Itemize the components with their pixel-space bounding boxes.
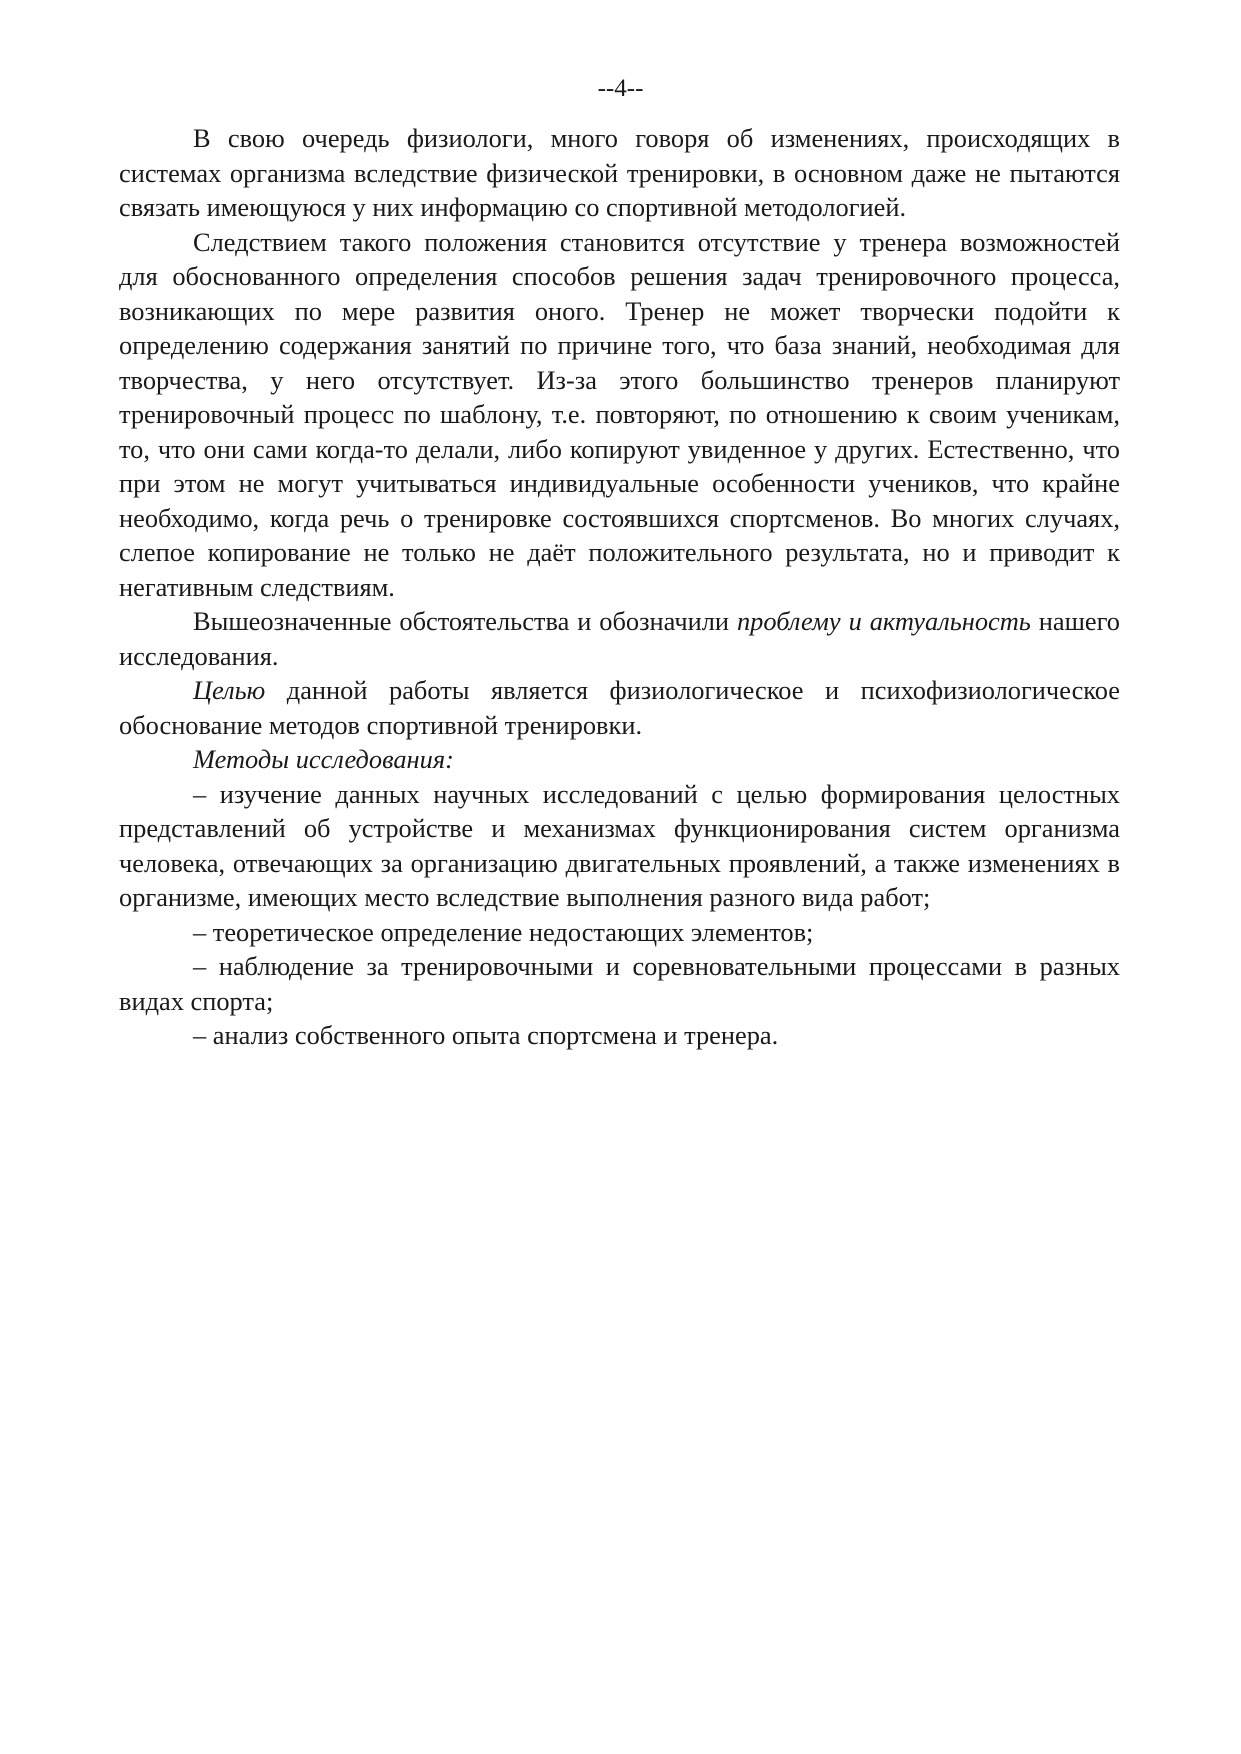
methods-heading (119, 742, 1120, 777)
page-number: --4-- (597, 75, 644, 102)
paragraph-relevance (119, 604, 1120, 673)
goal-italic: Целью (193, 675, 266, 705)
method-item: – наблюдение за тренировочными и соревновательными процессами в разных видах спорта; (119, 951, 1120, 1016)
body-text (119, 121, 1120, 1053)
relevance-text-after: нашего исследования. (119, 606, 1121, 671)
paragraph-physiologists: В свою очередь физиологи, много говоря об изменениях, происходящих в системах организма вследствие физической тренировки, в основном даже не пытаются связать имеющуюся у них информацию со спортивной методологией. (119, 123, 1120, 222)
paragraph-goal (119, 673, 1120, 742)
relevance-italic: проблему и актуальность (736, 606, 1031, 636)
method-item: – изучение данных научных исследований с целью формирования целостных представлений об устройстве и механизмах функционирования систем организма человека, отвечающих за организацию двигательных проявлений, а также изменениях в организме, имеющих место вследствие выполнения разного вида работ; (119, 778, 1120, 912)
method-item: – теоретическое определение недостающих элементов; (193, 916, 814, 947)
methods-heading-text: Методы исследования: (193, 744, 454, 774)
relevance-text-before: Вышеозначенные обстоятельства и обозначили (193, 606, 737, 636)
paragraph-consequence: Следствием такого положения становится отсутствие у тренера возможностей для обоснованного определения способов решения задач тренировочного процесса, возникающих по мере развития оного. Тренер не может творчески подойти к определению содержания занятий по причине того, что база знаний, необходимая для творчества, у него отсутствует. Из-за этого большинство тренеров планируют тренировочный процесс по шаблону, т.е. повторяют, по отношению к своим ученикам, то, что они сами когда-то делали, либо копируют увиденное у других. Естественно, что при этом не могут учитываться индивидуальные особенности учеников, что крайне необходимо, когда речь о тренировке состоявшихся спортсменов. Во многих случаях, слепое копирование не только не даёт положительного результата, но и приводит к негативным следствиям. (119, 226, 1120, 602)
goal-text: данной работы является физиологическое и психофизиологическое обоснование методов спортивной тренировки. (119, 675, 1120, 740)
method-item: – анализ собственного опыта спортсмена и тренера. (193, 1020, 779, 1050)
